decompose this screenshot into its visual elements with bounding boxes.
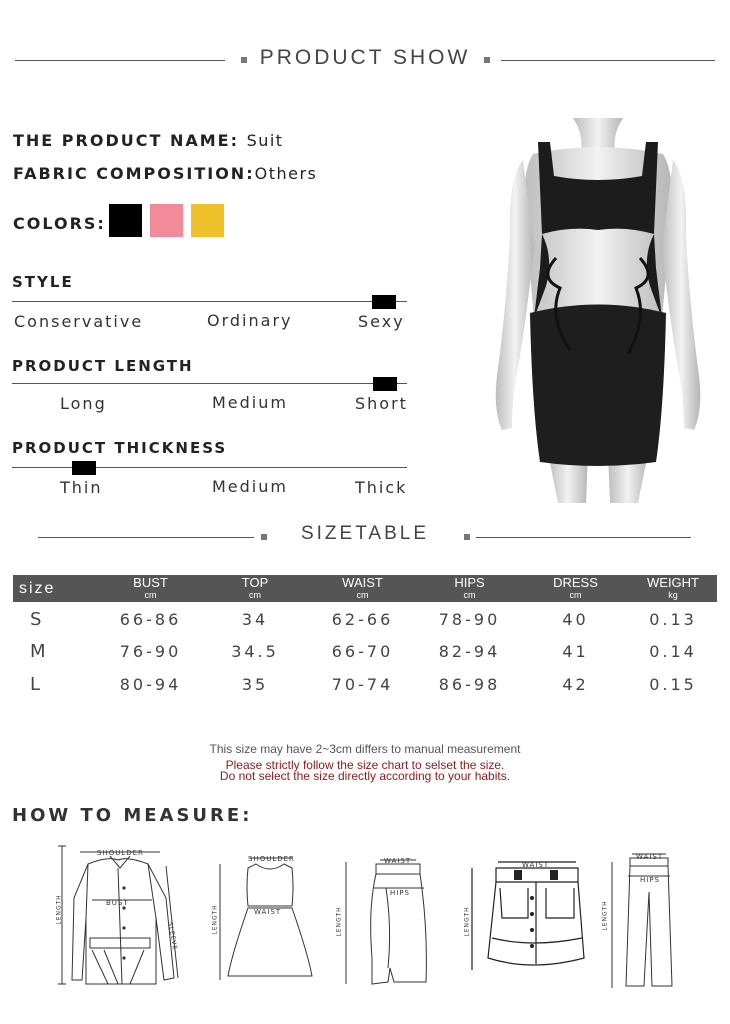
skirt-measure-diagram (336, 848, 432, 988)
table-row (13, 602, 717, 636)
style-scale-marker (372, 295, 396, 309)
top-column-header: TOP cm (202, 575, 308, 602)
dress-length-label: LENGTH (211, 904, 219, 935)
dress-cell: 40 (562, 609, 589, 629)
size-habit-warning: Do not select the size directly according to your habits. (219, 769, 511, 783)
skirt-hips-label: HIPS (390, 889, 410, 897)
fabric-label: FABRIC COMPOSITION: (13, 164, 255, 183)
waist-column-header: WAIST cm (308, 575, 417, 602)
how-to-measure-title: HOW TO MEASURE: (12, 805, 253, 826)
mannequin-dress-image (478, 118, 718, 508)
length-option-long: Long (60, 394, 107, 413)
dress-cell: 42 (562, 675, 589, 694)
fabric-value: Others (254, 164, 318, 183)
product-show-title: PRODUCT SHOW (259, 46, 471, 69)
product-name-label: THE PRODUCT NAME: (13, 131, 239, 150)
hips-column-header: HIPS cm (417, 575, 522, 602)
hips-cell: 86-98 (438, 675, 501, 694)
mini-skirt-waist-label: WAIST (522, 861, 550, 869)
bust-cell: 76-90 (119, 642, 182, 661)
thickness-title: PRODUCT THICKNESS (12, 439, 228, 457)
dress-shoulder-label: SHOULDER (248, 855, 295, 863)
sizetable-header (0, 523, 730, 553)
top-cell: 34.5 (231, 642, 279, 661)
weight-cell: 0.13 (649, 609, 697, 629)
size-table (13, 575, 717, 702)
mini-skirt-length-label: LENGTH (463, 906, 471, 937)
waist-cell: 66-70 (331, 642, 394, 661)
weight-cell: 0.15 (649, 675, 697, 694)
length-scale-marker (373, 377, 397, 391)
waist-cell: 70-74 (331, 675, 394, 694)
size-difference-note: This size may have 2~3cm differs to manual measurement (209, 742, 521, 756)
style-option-conservative: Conservative (14, 312, 144, 331)
sizetable-dot-right (464, 534, 470, 540)
skirt-length-label: LENGTH (335, 906, 343, 937)
top-cell: 35 (241, 675, 269, 694)
pants-length-label: LENGTH (601, 900, 609, 931)
weight-column-header: WEIGHT kg (629, 575, 717, 602)
weight-cell: 0.14 (649, 642, 697, 661)
top-cell: 34 (241, 609, 269, 629)
length-title: PRODUCT LENGTH (12, 357, 194, 375)
product-photo (478, 118, 718, 508)
jacket-measure-diagram (48, 838, 188, 990)
hips-cell: 82-94 (438, 642, 501, 661)
bust-column-header: BUST cm (99, 575, 202, 602)
size-table-header-row (13, 575, 717, 602)
jacket-bust-label: BUST (106, 899, 129, 907)
header-dot-right (484, 57, 490, 63)
product-name-value: Suit (246, 131, 284, 150)
skirt-waist-label: WAIST (384, 857, 412, 865)
mini-skirt-measure-diagram (462, 848, 590, 976)
table-row (13, 667, 717, 702)
thickness-scale-marker (72, 461, 96, 475)
length-option-short: Short (355, 394, 408, 413)
style-option-sexy: Sexy (358, 312, 405, 331)
dress-column-header: DRESS cm (522, 575, 629, 602)
dress-measure-diagram (212, 844, 316, 984)
jacket-shoulder-label: SHOULDER (97, 849, 144, 857)
dress-waist-label: WAIST (254, 908, 282, 916)
pants-hips-label: HIPS (640, 876, 660, 884)
table-row (13, 636, 717, 667)
colors-label: COLORS: (13, 214, 106, 233)
size-cell: M (30, 641, 46, 662)
pants-waist-label: WAIST (636, 853, 664, 861)
bust-cell: 80-94 (119, 675, 182, 694)
style-scale-line (12, 301, 407, 302)
thickness-option-medium: Medium (212, 477, 288, 496)
hips-cell: 78-90 (438, 609, 501, 629)
jacket-sleeve-label: SLEEVE (166, 921, 179, 951)
size-cell: S (30, 608, 42, 630)
sizetable-rule-right (476, 537, 691, 538)
length-scale-line (12, 383, 407, 384)
thickness-option-thin: Thin (60, 478, 103, 497)
thickness-option-thick: Thick (355, 478, 408, 497)
size-chart-warning: Please strictly follow the size chart to selset the size. (225, 758, 505, 772)
jacket-length-label: LENGTH (55, 894, 63, 925)
length-option-medium: Medium (212, 393, 288, 412)
size-column-header: size (13, 575, 99, 602)
size-cell: L (30, 674, 41, 695)
dress-cell: 41 (562, 642, 589, 661)
waist-cell: 62-66 (331, 609, 394, 629)
style-option-ordinary: Ordinary (207, 311, 293, 330)
sizetable-title: SIZETABLE (300, 523, 429, 544)
bust-cell: 66-86 (119, 609, 182, 629)
style-title: STYLE (12, 273, 74, 291)
pants-measure-diagram (601, 842, 684, 992)
header-rule-right (501, 60, 715, 61)
